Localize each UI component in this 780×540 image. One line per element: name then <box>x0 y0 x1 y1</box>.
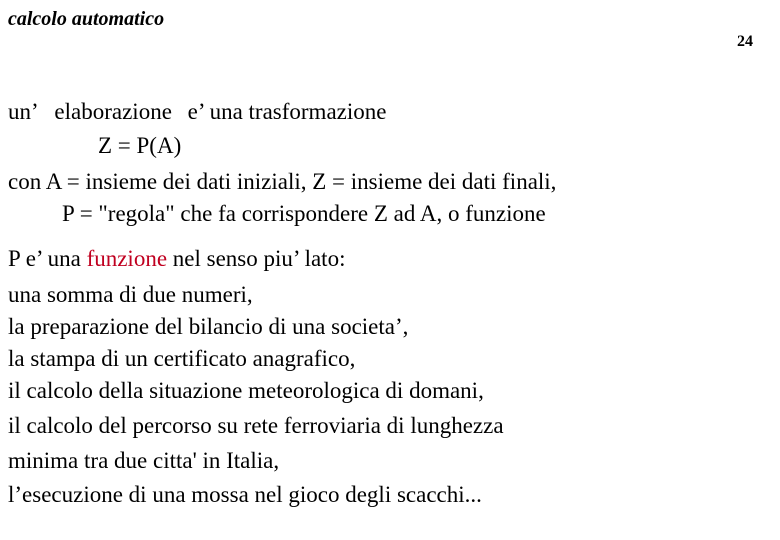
page-number: 24 <box>737 33 753 50</box>
example-item: l’esecuzione di una mossa nel gioco degli scacchi... <box>8 482 482 507</box>
examples-intro-highlight: funzione <box>86 246 168 271</box>
example-item: una somma di due numeri, <box>8 282 253 307</box>
definition-line-4: P = "regola" che fa corrispondere Z ad A, o funzione <box>62 201 546 226</box>
examples-intro-before: P e’ una <box>8 246 87 271</box>
definition-word-elaborazione: elaborazione <box>54 99 172 124</box>
example-item: la stampa di un certificato anagrafico, <box>8 346 356 371</box>
definition-line-1 <box>8 98 386 126</box>
example-item: il calcolo del percorso su rete ferroviaria di lunghezza <box>8 413 504 438</box>
example-item: la preparazione del bilancio di una societa’, <box>8 314 409 339</box>
definition-line-3: con A = insieme dei dati iniziali, Z = insieme dei dati finali, <box>8 169 557 194</box>
examples-intro-after: nel senso piu’ lato: <box>167 246 346 271</box>
formula: Z = P(A) <box>98 133 182 158</box>
definition-word-un: un’ <box>8 99 39 124</box>
definition-rest: e’ una trasformazione <box>187 99 387 124</box>
slide-header-title: calcolo automatico <box>8 8 165 30</box>
examples-intro <box>8 245 345 273</box>
example-item: minima tra due citta' in Italia, <box>8 448 280 473</box>
example-item: il calcolo della situazione meteorologica di domani, <box>8 378 484 403</box>
